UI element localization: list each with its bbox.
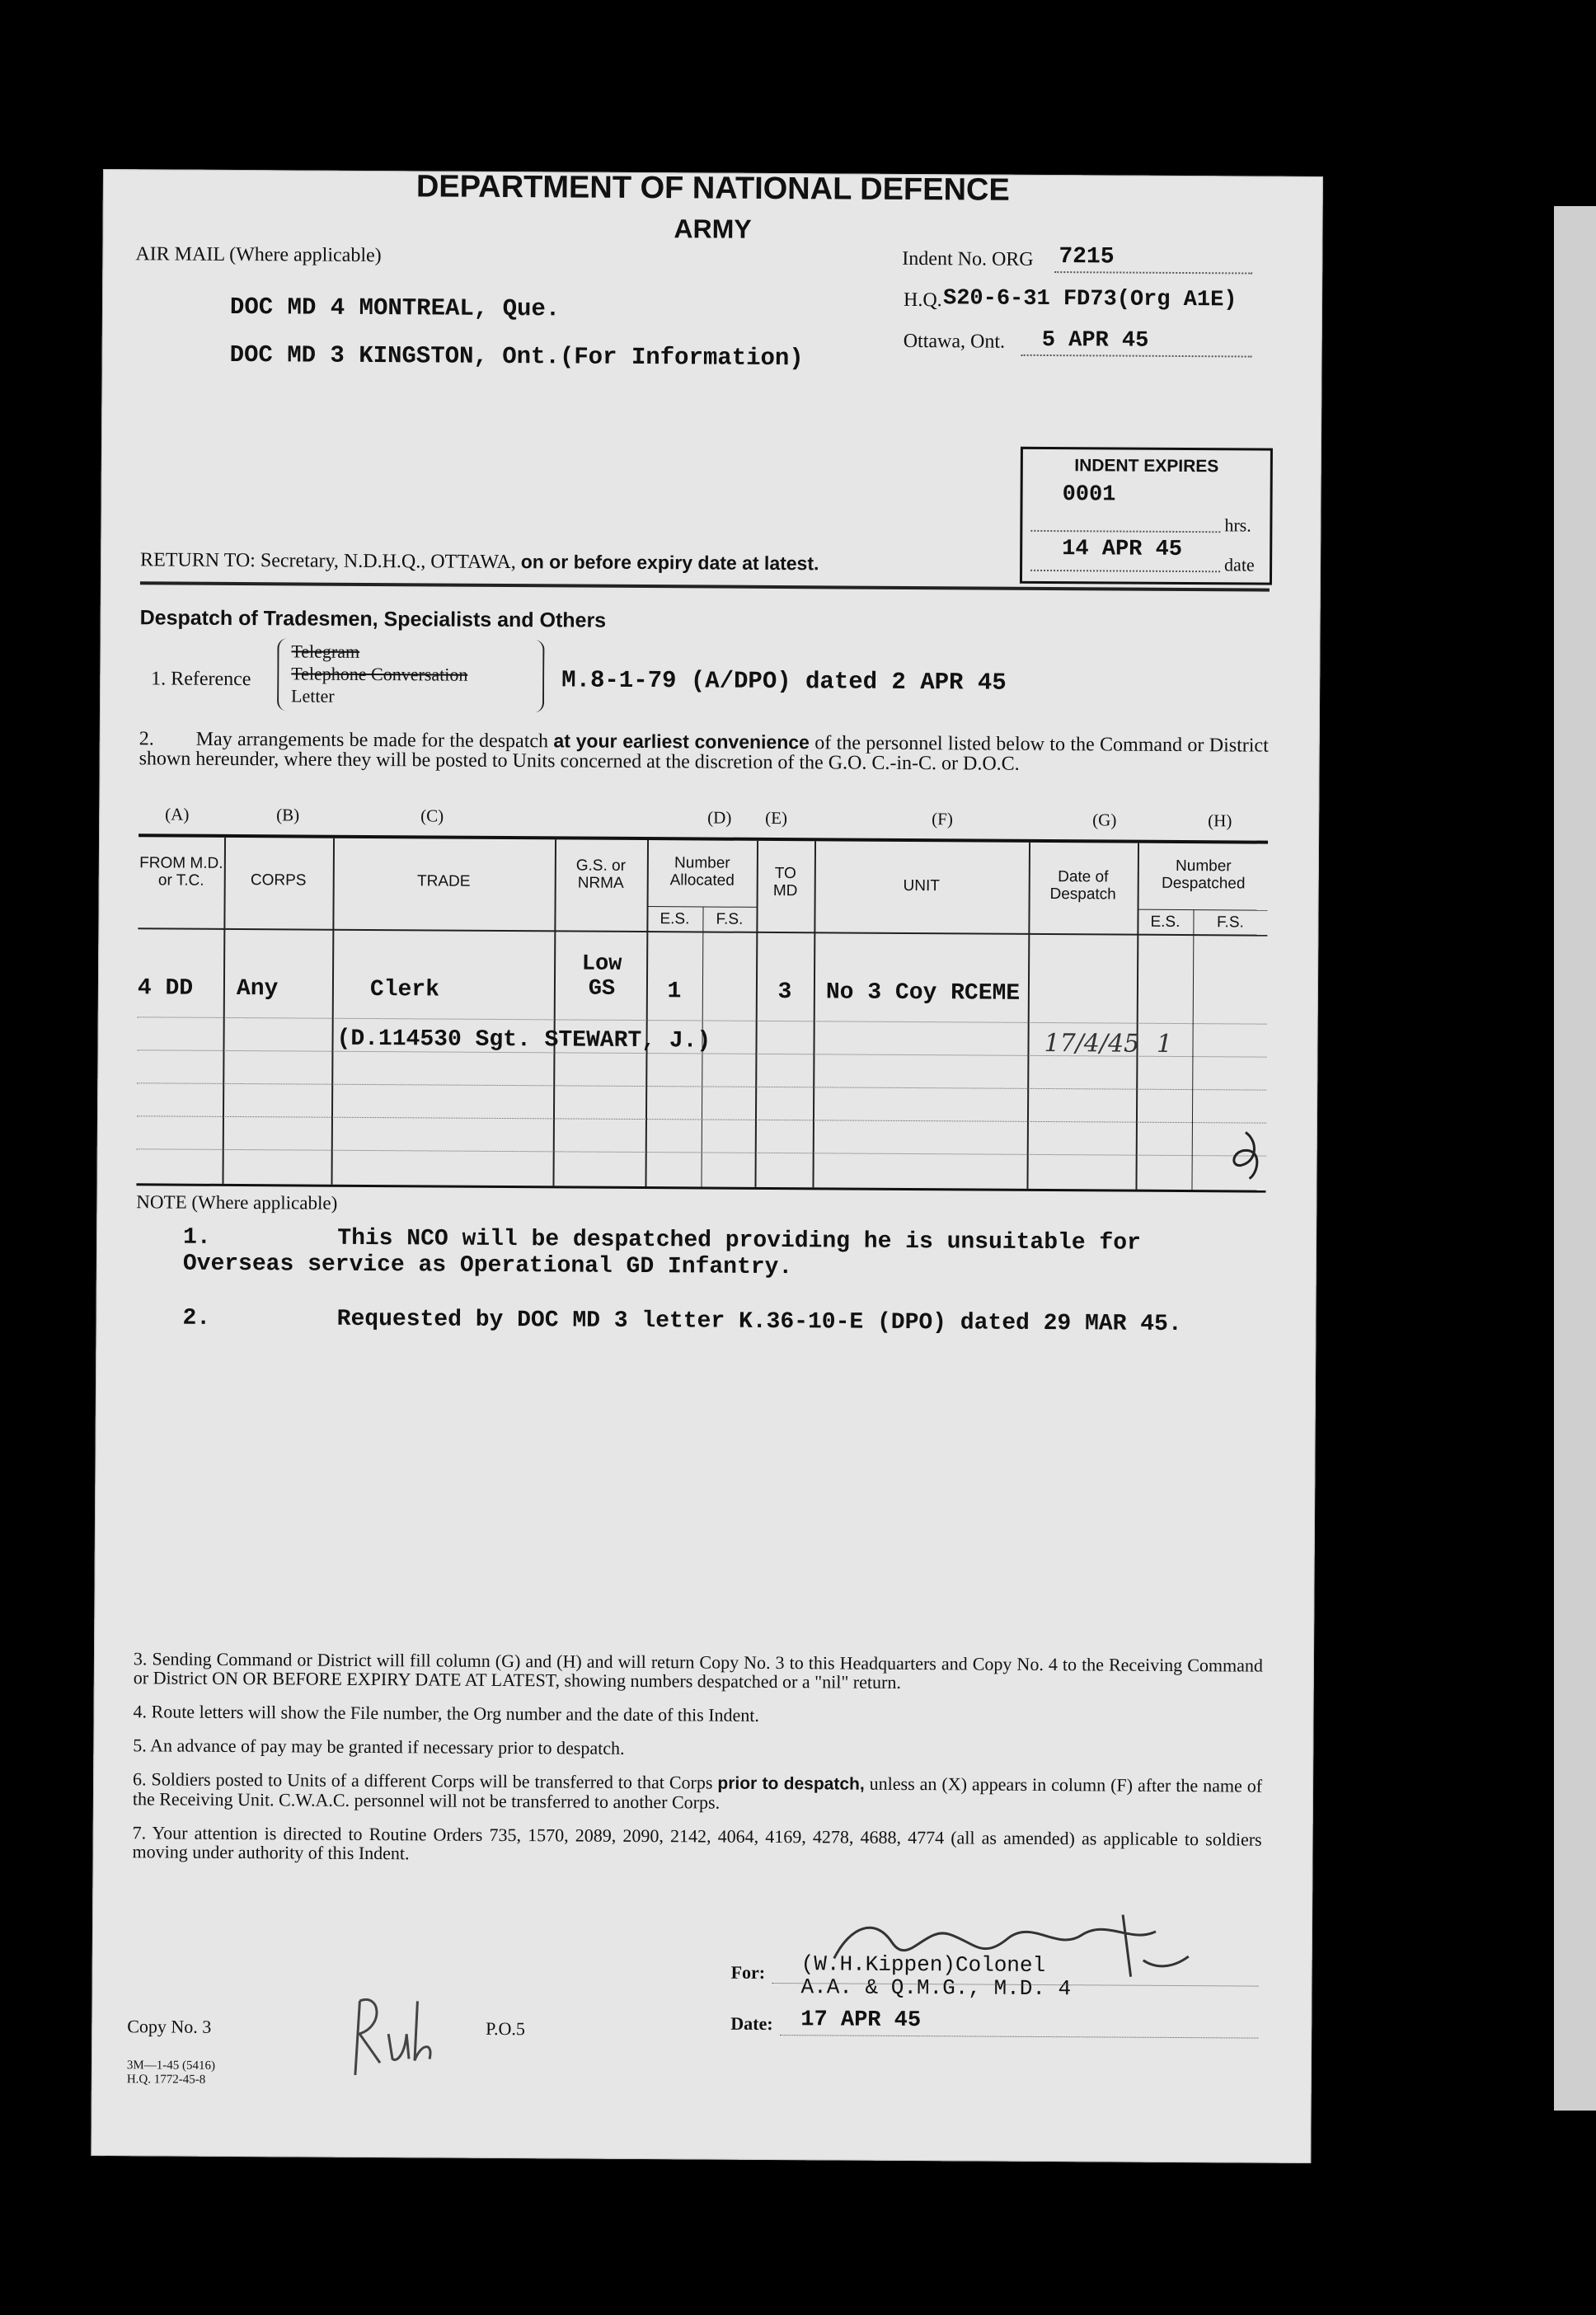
- cell-from: 4 DD: [137, 975, 194, 1002]
- col-letter-g: (G): [1092, 810, 1117, 830]
- ref-option-telephone: Telephone Conversation: [291, 663, 468, 685]
- para2-bold: at your earliest convenience: [553, 730, 810, 754]
- expires-date-value: 14 APR 45: [1062, 537, 1183, 563]
- ottawa-date-line: [1021, 355, 1252, 358]
- cell-date-despatch: 17/4/45: [1044, 1028, 1140, 1059]
- signatory: [800, 1952, 1071, 2000]
- instruction-5: 5. An advance of pay may be granted if necessary prior to despatch.: [133, 1735, 625, 1759]
- instruction-4: 4. Route letters will show the File number, the Org number and the date of this Indent.: [133, 1701, 760, 1726]
- instruction-3: 3. Sending Command or District will fill column (G) and (H) and will return Copy No. 3 to this Headquarters and Copy No. 4 to the Receiving Command or District ON OR BEFORE EXPIRY DATE AT LATEST, showing numbers despatched or a "nil" return.: [133, 1648, 1264, 1693]
- instruction-6b: unless an (X) appears in column (F) after the name of the Receiving Unit. C.W.A.C. personnel will not be transferred to another Corps.: [132, 1773, 1263, 1813]
- cell-gs: Low GS: [581, 951, 622, 1002]
- th-despatched: Number Despatched: [1161, 857, 1246, 893]
- return-to-text: RETURN TO: Secretary, N.D.H.Q., OTTAWA,: [140, 549, 516, 574]
- note-label: NOTE (Where applicable): [136, 1191, 338, 1214]
- cell-trade: Clerk: [369, 976, 440, 1003]
- date-line: [780, 2035, 1258, 2039]
- vline: [645, 840, 649, 1186]
- print-code-1: 3M—1-45 (5416): [126, 2059, 216, 2073]
- signatory-line-2: A.A. & Q.M.G., M.D. 4: [800, 1975, 1072, 2002]
- indent-no-label: Indent No. ORG: [902, 247, 1034, 270]
- col-letter-e: (E): [765, 807, 788, 829]
- ottawa-label: Ottawa, Ont.: [903, 330, 1006, 353]
- th-date: Date of Despatch: [1049, 868, 1116, 904]
- hq-value: S20-6-31 FD73(Org A1E): [942, 286, 1237, 313]
- ref-option-telegram: Telegram: [291, 641, 360, 662]
- branch-title: ARMY: [674, 214, 752, 244]
- personnel-table: [136, 833, 1268, 1192]
- th-desp-fs: F.S.: [1217, 913, 1244, 932]
- note1-line2: Overseas service as Operational GD Infantry.: [182, 1251, 793, 1281]
- alloc-sub-rule: [647, 906, 757, 908]
- print-codes: [127, 2059, 215, 2087]
- print-code-2: H.Q. 1772-45-8: [126, 2073, 206, 2087]
- po-number: P.O.5: [486, 2017, 525, 2040]
- return-to: [140, 548, 819, 575]
- reference-label: 1. Reference: [151, 668, 251, 691]
- hq-label: H.Q.: [903, 289, 942, 312]
- note2-spacer: [224, 1324, 323, 1325]
- date-value: 17 APR 45: [800, 2007, 922, 2034]
- instruction-7: 7. Your attention is directed to Routine Orders 735, 1570, 2089, 2090, 2142, 4064, 4169, 4278, 4688, 4774 (all as amended) as applicable to soldiers moving under authority of this Indent.: [132, 1822, 1262, 1864]
- column-letters: [99, 804, 1319, 836]
- expires-title: INDENT EXPIRES: [1074, 456, 1219, 477]
- department-title: DEPARTMENT OF NATIONAL DEFENCE: [415, 169, 1010, 208]
- instruction-6-bold: prior to despatch,: [717, 1773, 865, 1794]
- vline: [754, 841, 758, 1187]
- expires-date-line: [1030, 570, 1220, 572]
- th-corps: CORPS: [250, 871, 307, 890]
- para2-num: 2.: [138, 728, 154, 750]
- cell-desp-es: 1: [1156, 1029, 1173, 1059]
- th-gs: G.S. or NRMA: [575, 857, 627, 892]
- note1-spacer: [224, 1243, 323, 1244]
- initials-rub: [347, 1984, 439, 2084]
- th-alloc-fs: F.S.: [716, 910, 744, 928]
- reference-options: [291, 640, 468, 707]
- cell-alloc-es: 1: [667, 979, 682, 1005]
- note2-num: 2.: [182, 1305, 211, 1331]
- reference-value: M.8-1-79 (A/DPO) dated 2 APR 45: [561, 666, 1007, 697]
- indent-no-line: [1054, 271, 1252, 274]
- instructions: [132, 1649, 1263, 1867]
- cell-unit: No 3 Coy RCEME: [825, 979, 1021, 1007]
- expires-hrs-label: hrs.: [1224, 514, 1251, 536]
- recipient-montreal: DOC MD 4 MONTREAL, Que.: [229, 293, 561, 323]
- col-letter-a: (A): [165, 804, 190, 824]
- th-unit: UNIT: [903, 876, 940, 895]
- for-label: For:: [730, 1961, 766, 1983]
- th-allocated: Number Allocated: [669, 854, 735, 890]
- expires-hrs-value: 0001: [1062, 482, 1116, 508]
- ref-option-letter: Letter: [291, 685, 335, 707]
- cell-detail: (D.114530 Sgt. STEWART, J.): [336, 1026, 711, 1054]
- indent-form: [91, 169, 1323, 2163]
- col-letter-d: (D): [707, 807, 732, 828]
- paragraph-2: [139, 728, 1269, 775]
- cell-to-md: 3: [777, 979, 792, 1006]
- vline: [552, 839, 556, 1186]
- th-to-md: TO MD: [772, 864, 798, 900]
- para2-text-b: of the personnel listed below to the Command or District shown hereunder, where they will be posted to Units concerned at the discretion of the G.O. C.-in-C. or D.O.C.: [138, 732, 1269, 775]
- vline: [1135, 843, 1139, 1190]
- date-label: Date:: [730, 2012, 773, 2035]
- col-letter-f: (F): [932, 809, 953, 829]
- note2-text: Requested by DOC MD 3 letter K.36-10-E (DPO) dated 29 MAR 45.: [336, 1306, 1182, 1338]
- expires-hrs-line: [1030, 530, 1220, 533]
- para2-text-a: May arrangements be made for the despatch: [195, 728, 549, 753]
- copy-number: Copy No. 3: [127, 2016, 212, 2037]
- indent-no-value: 7215: [1059, 244, 1115, 270]
- ottawa-date: 5 APR 45: [1041, 327, 1149, 354]
- note1-line1: This NCO will be despatched providing he is unsuitable for: [337, 1225, 1141, 1256]
- return-to-bold: on or before expiry date at latest.: [520, 551, 819, 575]
- note-item-2: [182, 1306, 1181, 1337]
- desp-sub-rule: [1138, 909, 1268, 911]
- instruction-6a: 6. Soldiers posted to Units of a different Corps will be transferred to that Corps: [132, 1768, 713, 1793]
- th-trade: TRADE: [416, 872, 471, 890]
- initials-scribble: [1225, 1124, 1266, 1181]
- note-item-1: [183, 1225, 1141, 1284]
- th-alloc-es: E.S.: [660, 910, 690, 928]
- th-desp-es: E.S.: [1150, 913, 1181, 931]
- col-letter-h: (H): [1208, 810, 1232, 831]
- adjacent-page-edge: [1554, 206, 1596, 2111]
- cell-corps: Any: [236, 976, 279, 1003]
- note1-num: 1.: [182, 1224, 211, 1251]
- recipient-kingston: DOC MD 3 KINGSTON, Ont.(For Information): [229, 340, 804, 373]
- col-letter-c: (C): [420, 805, 444, 826]
- expires-date-label: date: [1224, 554, 1255, 575]
- th-from: FROM M.D. or T.C.: [139, 854, 223, 890]
- signatory-line-1: (W.H.Kippen)Colonel: [800, 1951, 1046, 1979]
- air-mail-label: AIR MAIL (Where applicable): [135, 243, 382, 267]
- col-letter-b: (B): [276, 805, 300, 825]
- despatch-heading: Despatch of Tradesmen, Specialists and Others: [139, 606, 607, 632]
- vline: [331, 838, 335, 1185]
- indent-expires-box: [1020, 447, 1273, 585]
- instruction-6: [133, 1769, 1262, 1815]
